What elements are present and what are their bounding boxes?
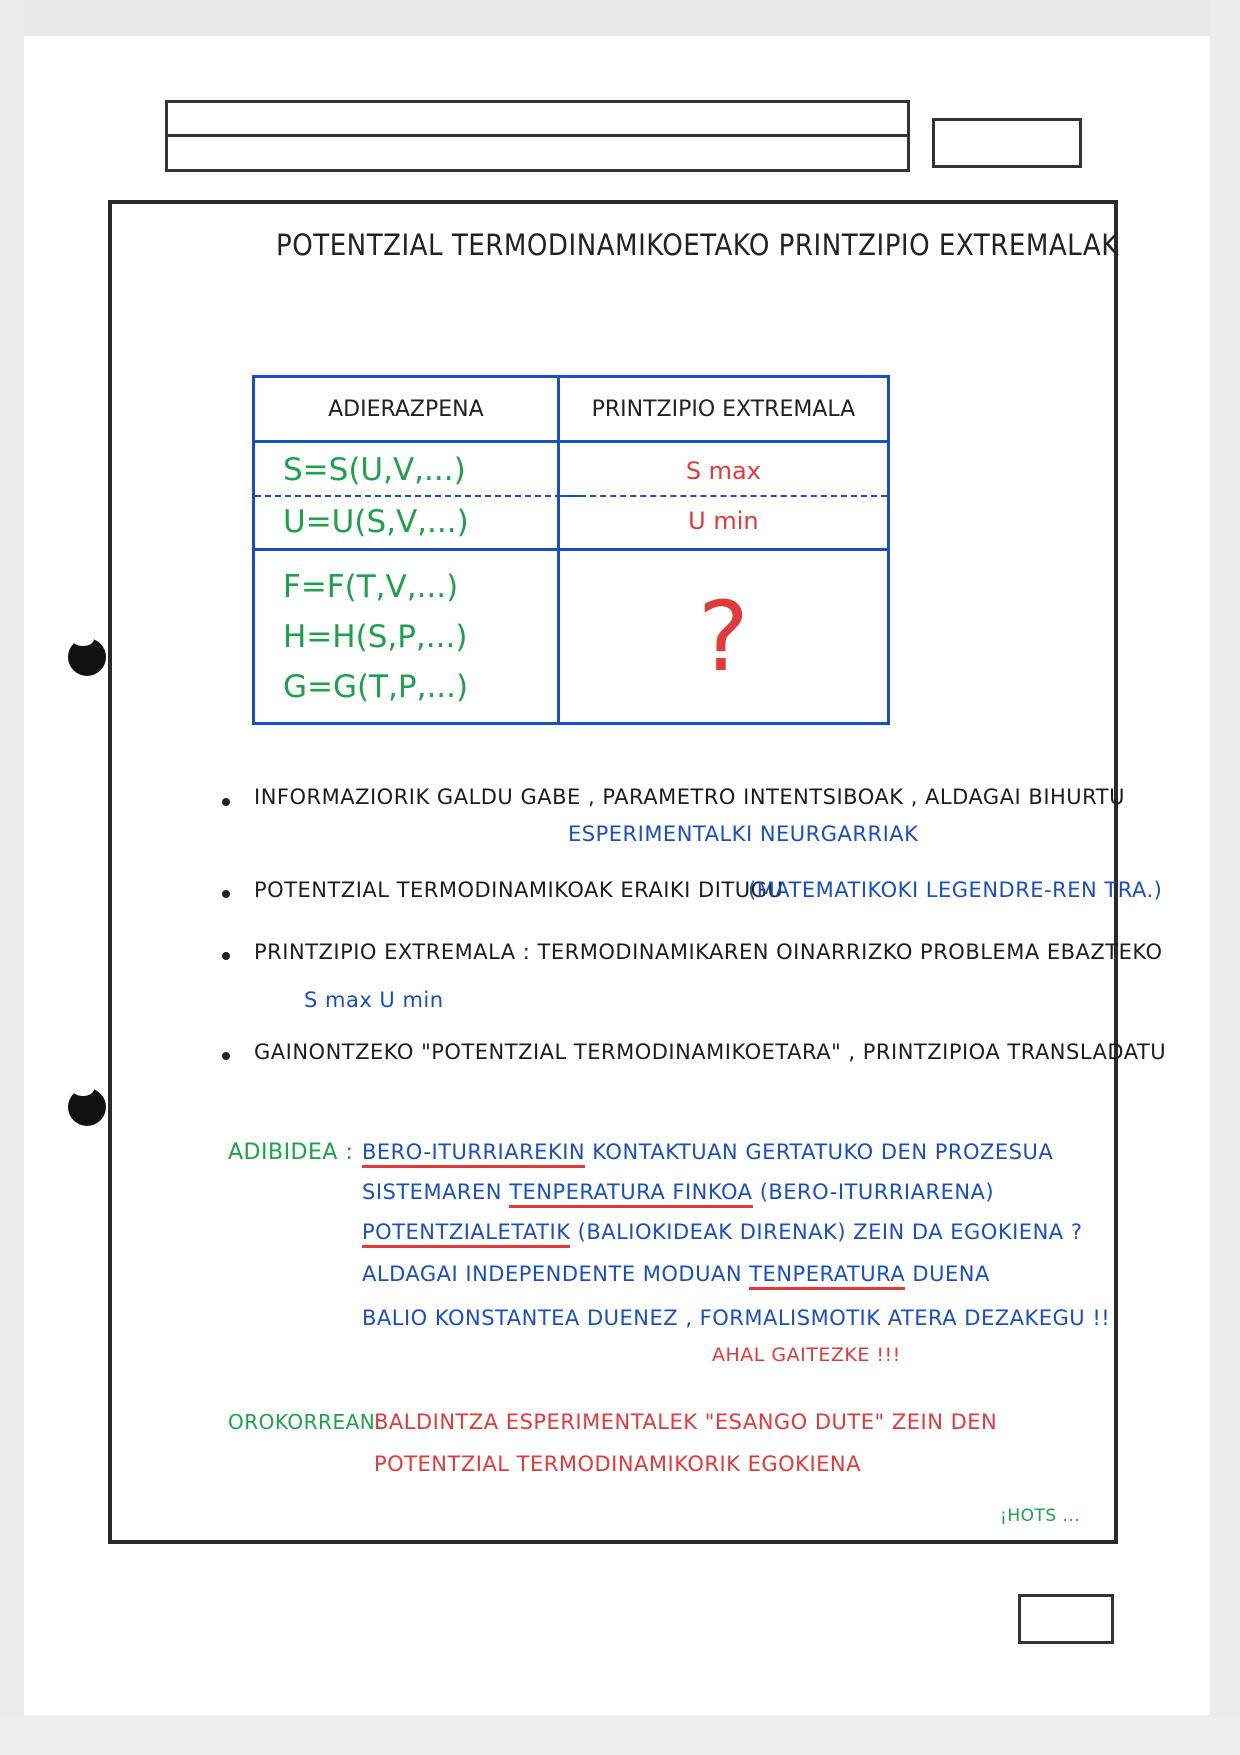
extrema-table <box>252 375 890 725</box>
header-divider <box>165 134 910 137</box>
page-title: POTENTZIAL TERMODINAMIKOETAKO PRINTZIPIO EXTREMALAK <box>276 228 1119 262</box>
bullet-3-note: S max U min <box>304 988 444 1012</box>
general-line-1: BALDINTZA ESPERIMENTALEK "ESANGO DUTE" ZEIN DEN <box>374 1410 998 1434</box>
example-line-2: SISTEMAREN TENPERATURA FINKOA (BERO-ITURRIARENA) <box>362 1180 994 1204</box>
example-line-5: BALIO KONSTANTEA DUENEZ , FORMALISMOTIK ATERA DEZAKEGU !! <box>362 1306 1111 1330</box>
bullet-1-line2: ESPERIMENTALKI NEURGARRIAK <box>568 822 919 846</box>
footer-note: ¡HOTS ... <box>1000 1506 1081 1526</box>
underlined-term: BERO-ITURRIAREKIN <box>362 1140 585 1168</box>
scan-edge-left <box>0 0 24 1755</box>
expression-enthalpy: H=H(S,P,...) <box>283 618 468 655</box>
table-header-row <box>254 377 889 442</box>
expression-cell <box>254 550 559 724</box>
expression-entropy: S=S(U,V,...) <box>283 451 466 488</box>
expression-energy: U=U(S,V,...) <box>283 503 469 540</box>
bullet-dot <box>222 1052 230 1060</box>
header-number-box <box>932 118 1082 168</box>
bullet-4-main: GAINONTZEKO "POTENTZIAL TERMODINAMIKOETARA" , PRINTZIPIOA TRANSLADATU <box>254 1040 1167 1064</box>
underlined-term: TENPERATURA FINKOA <box>509 1180 752 1208</box>
expression-cell <box>254 442 559 550</box>
table-row <box>254 550 889 724</box>
general-label: OROKORREAN: <box>228 1410 383 1434</box>
scan-edge-top <box>0 0 1240 36</box>
extremum-cell <box>558 442 888 550</box>
expression-gibbs: G=G(T,P,...) <box>283 668 469 705</box>
underlined-term: POTENTZIALETATIK <box>362 1220 570 1248</box>
example-line-3: POTENTZIALETATIK (BALIOKIDEAK DIRENAK) ZEIN DA EGOKIENA ? <box>362 1220 1082 1244</box>
extremum-smax: S max <box>685 456 761 485</box>
bullet-dot <box>222 890 230 898</box>
punch-hole <box>68 1088 106 1126</box>
bullet-2-note: (MATEMATIKOKI LEGENDRE-REN TRA.) <box>748 878 1163 902</box>
expression-helmholtz: F=F(T,V,...) <box>283 568 459 605</box>
bullet-2-main: POTENTZIAL TERMODINAMIKOAK ERAIKI DITUGU <box>254 878 784 902</box>
general-line-2: POTENTZIAL TERMODINAMIKORIK EGOKIENA <box>374 1452 861 1476</box>
scan-edge-right <box>1210 0 1240 1755</box>
example-line-4: ALDAGAI INDEPENDENTE MODUAN TENPERATURA DUENA <box>362 1262 990 1286</box>
dashed-divider <box>560 495 887 497</box>
bullet-dot <box>222 952 230 960</box>
extremum-umin: U min <box>688 506 759 535</box>
bullet-3-main: PRINTZIPIO EXTREMALA : TERMODINAMIKAREN OINARRIZKO PROBLEMA EBAZTEKO <box>254 940 1163 964</box>
table-header-cell: ADIERAZPENA <box>254 377 559 442</box>
page-number-box <box>1018 1594 1114 1644</box>
bullet-dot <box>222 798 230 806</box>
example-line-1: BERO-ITURRIAREKIN KONTAKTUAN GERTATUKO DEN PROZESUA <box>362 1140 1053 1164</box>
unknown-extremum: ? <box>558 550 888 724</box>
scan-edge-bottom <box>0 1715 1240 1755</box>
table-row <box>254 442 889 550</box>
example-aside: AHAL GAITEZKE !!! <box>712 1344 901 1366</box>
example-label: ADIBIDEA : <box>228 1140 354 1165</box>
bullet-1-line1: INFORMAZIORIK GALDU GABE , PARAMETRO INTENTSIBOAK , ALDAGAI BIHURTU <box>254 785 1125 809</box>
underlined-term: TENPERATURA <box>749 1262 905 1290</box>
punch-hole <box>68 638 106 676</box>
table-header-cell: PRINTZIPIO EXTREMALA <box>558 377 888 442</box>
